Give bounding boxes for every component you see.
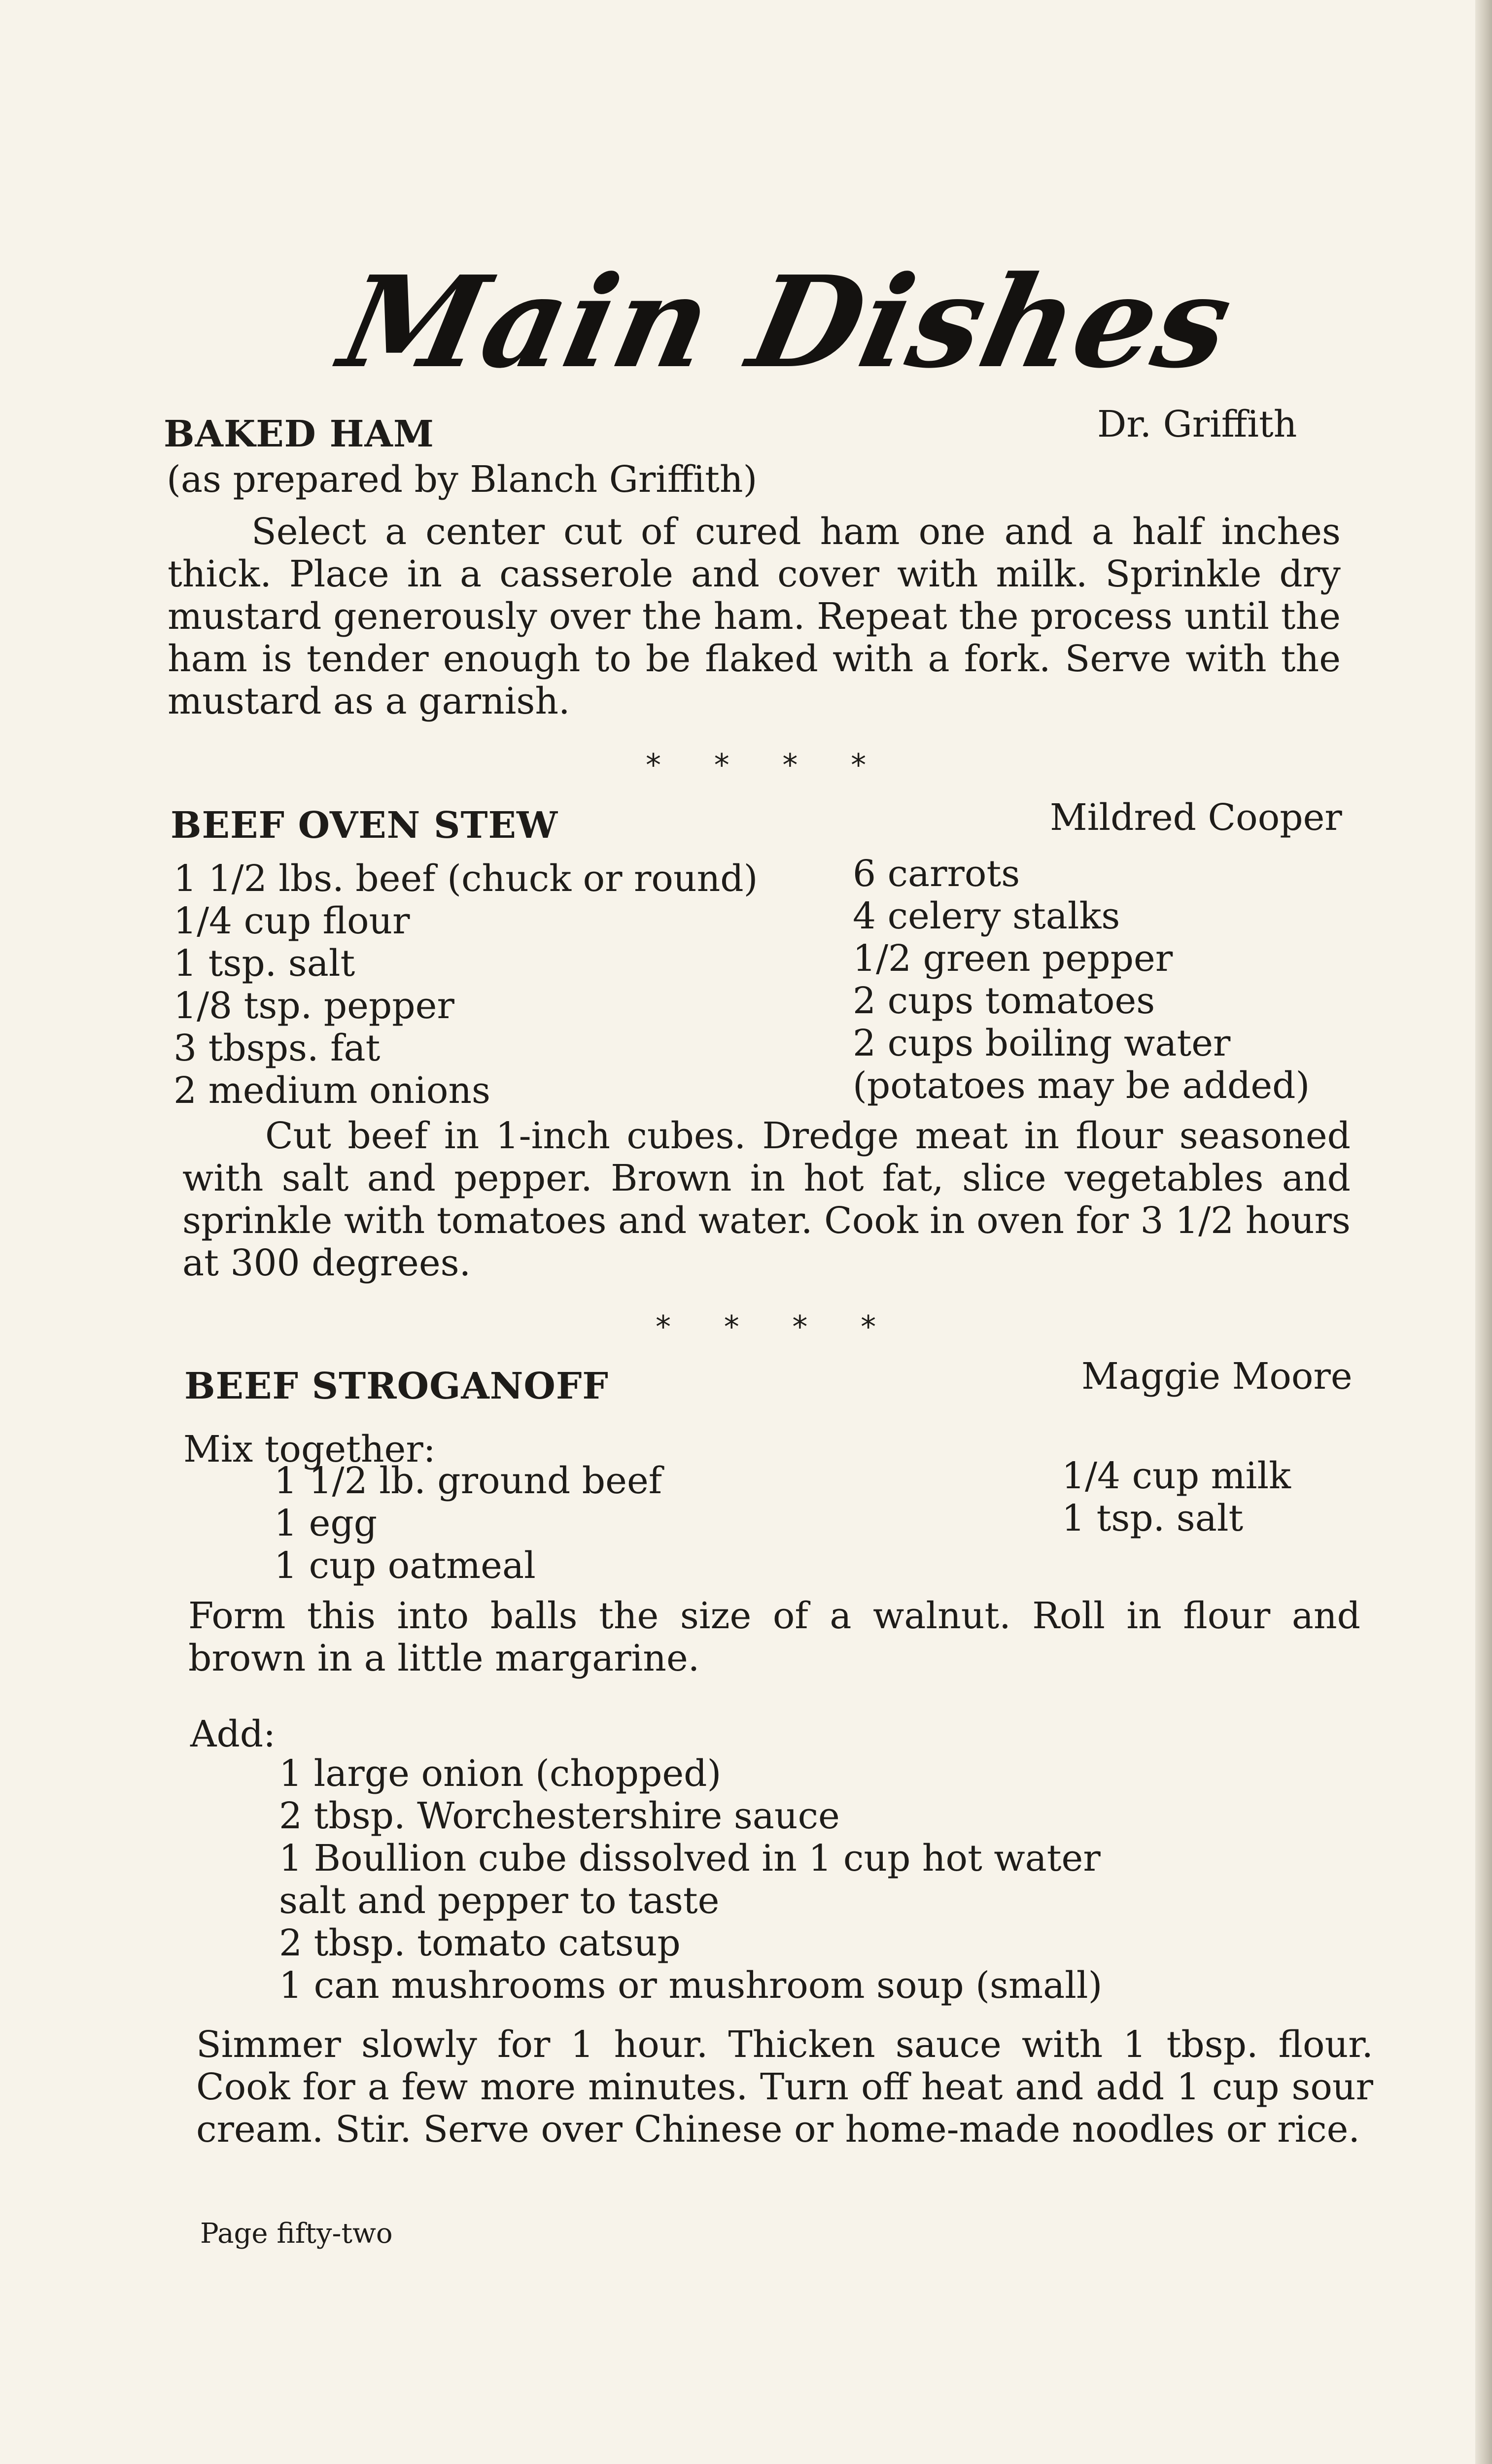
ingredient-item: 1/8 tsp. pepper xyxy=(173,985,454,1027)
ingredient-item: 1 cup oatmeal xyxy=(274,1544,536,1587)
recipe-author-beef-oven-stew: Mildred Cooper xyxy=(1050,796,1342,839)
ingredient-item: 3 tbsps. fat xyxy=(173,1027,381,1069)
ingredient-item: 1/2 green pepper xyxy=(853,937,1173,980)
ingredient-item: 1 1/2 lbs. beef (chuck or round) xyxy=(173,857,758,900)
mix-ingredients-left xyxy=(274,1460,662,1587)
ingredient-item: (potatoes may be added) xyxy=(853,1064,1310,1107)
ingredient-item: 1 large onion (chopped) xyxy=(279,1752,722,1795)
section-separator: * * * * xyxy=(656,1309,898,1345)
ingredients-left-beef-oven-stew xyxy=(173,857,758,1112)
ingredient-item: 2 cups tomatoes xyxy=(853,980,1155,1022)
ingredient-item: 2 tbsp. Worchestershire sauce xyxy=(279,1795,840,1837)
book-spine-shadow xyxy=(1475,0,1492,2464)
recipe-directions-baked-ham: Select a center cut of cured ham one and a half inches thick. Place in a casserole and cover with milk. Sprinkle dry mustard generously over the ham. Repeat the process until the ham is tender enough to be flaked with a fork. Serve with the mustard as a garnish. xyxy=(168,511,1341,722)
page-title: Main Dishes xyxy=(329,249,1245,396)
form-instructions: Form this into balls the size of a walnut. Roll in flour and brown in a little margarine. xyxy=(188,1595,1360,1679)
ingredient-item: 1 egg xyxy=(274,1502,378,1544)
ingredient-item: 2 medium onions xyxy=(173,1069,491,1112)
recipe-title-baked-ham: BAKED HAM xyxy=(164,413,434,455)
recipe-note-baked-ham: (as prepared by Blanch Griffith) xyxy=(167,458,758,501)
ingredients-right-beef-oven-stew xyxy=(853,853,1310,1107)
add-ingredients xyxy=(279,1752,1102,2007)
ingredient-item: 6 carrots xyxy=(853,853,1020,895)
ingredient-item: 4 celery stalks xyxy=(853,895,1120,937)
recipe-author-baked-ham: Dr. Griffith xyxy=(1097,403,1297,445)
page-number: Page fifty-two xyxy=(200,2218,393,2250)
recipe-title-beef-oven-stew: BEEF OVEN STEW xyxy=(171,804,558,847)
ingredient-item: 2 cups boiling water xyxy=(853,1022,1231,1064)
recipe-directions-beef-oven-stew: Cut beef in 1-inch cubes. Dredge meat in flour seasoned with salt and pepper. Brown in hot fat, slice vegetables and sprinkle with tomatoes and water. Cook in oven for 3 1/2 hours at 300 degrees. xyxy=(182,1115,1351,1284)
ingredient-item: 1/4 cup milk xyxy=(1062,1455,1291,1497)
ingredient-item: 1 tsp. salt xyxy=(173,942,355,985)
add-label: Add: xyxy=(190,1713,276,1755)
mix-ingredients-right xyxy=(1062,1455,1291,1540)
recipe-title-beef-stroganoff: BEEF STROGANOFF xyxy=(184,1365,609,1407)
section-separator: * * * * xyxy=(646,747,888,783)
ingredient-item: 1 tsp. salt xyxy=(1062,1497,1244,1540)
ingredient-item: 1 can mushrooms or mushroom soup (small) xyxy=(279,1964,1103,2007)
recipe-directions-beef-stroganoff: Simmer slowly for 1 hour. Thicken sauce with 1 tbsp. flour. Cook for a few more minutes. Turn off heat and add 1 cup sour cream. Stir. Serve over Chinese or home-made noodles or rice. xyxy=(196,2023,1373,2151)
recipe-author-beef-stroganoff: Maggie Moore xyxy=(1081,1355,1353,1398)
ingredient-item: 2 tbsp. tomato catsup xyxy=(279,1922,681,1964)
ingredient-item: 1 Boullion cube dissolved in 1 cup hot water xyxy=(279,1837,1101,1880)
mix-label: Mix together: xyxy=(183,1428,436,1471)
ingredient-item: 1 1/2 lb. ground beef xyxy=(274,1460,662,1502)
ingredient-item: salt and pepper to taste xyxy=(279,1880,720,1922)
ingredient-item: 1/4 cup flour xyxy=(173,900,410,942)
